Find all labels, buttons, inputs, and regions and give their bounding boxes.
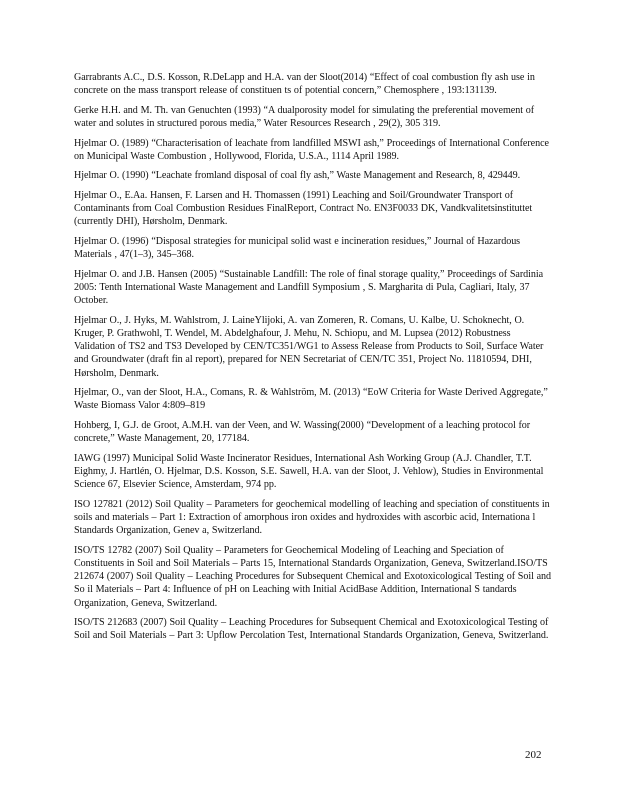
reference-entry: Hjelmar O. (1990) “Leachate fromland disposal of coal fly ash,” Waste Management and Research, 8, 429449. bbox=[74, 170, 521, 182]
reference-entry: Hjelmar, O., van der Sloot, H.A., Comans, R. & Wahlström, M. (2013) “EoW Criteria for Waste Derived Aggregate,” Waste Biomass Valor 4:809–819 bbox=[74, 387, 548, 412]
reference-entry: Hjelmar O., J. Hyks, M. Wahlstrom, J. LaineYlijoki, A. van Zomeren, R. Comans, U. Kalbe, U. Schoknecht, O. Kruger, P. Grathwohl, T. Wendel, M. Abdelghafour, J. Mehu, N. Schiopu, and M. Lupsea (2012) Robustness Validation of TS2 and TS3 Developed by CEN/TC351/WG1 to Assess Release from Products to Soil, Surface Water and Groundwater (draft fin al report), prepared for NEN Secretariat of CEN/TC 351, Project No. 11810594, DHI, Hørsholm, Denmark. bbox=[74, 314, 544, 379]
reference-entry: Hjelmar O., E.Aa. Hansen, F. Larsen and H. Thomassen (1991) Leaching and Soil/Groundwater Transport of Contaminants from Coal Combustion Residues FinalReport, Contract No. EN3F0033 DK, Vandkvalitetsinstituttet (currently DHI), Hørsholm, Denmark. bbox=[74, 189, 533, 228]
reference-entry: Garrabrants A.C., D.S. Kosson, R.DeLapp and H.A. van der Sloot(2014) “Effect of coal combustion fly ash use in concrete on the mass transport release of constituen ts of potential concern,” Chemosphere , 193:131139. bbox=[74, 72, 535, 97]
page-number: 202 bbox=[525, 749, 542, 761]
reference-entry: Hjelmar O. (1996) “Disposal strategies for municipal solid wast e incineration residues,” Journal of Hazardous Materials , 47(1–3), 345–368. bbox=[74, 235, 521, 261]
reference-list bbox=[74, 71, 554, 649]
reference-entry: ISO 127821 (2012) Soil Quality – Parameters for geochemical modelling of leaching and speciation of constituents in soils and materials – Part 1: Extraction of amorphous iron oxides and hydroxides with ascorbic acid, Internationa l Standards Organization, Genev a, Switzerland. bbox=[74, 498, 550, 537]
reference-entry: IAWG (1997) Municipal Solid Waste Incinerator Residues, International Ash Working Group (A.J. Chandler, T.T. Eighmy, J. Hartlén, O. Hjelmar, D.S. Kosson, S.E. Sawell, H.A. van der Sloot, J. Vehlow), Studies in Environmental Science 67, Elsevier Science, Amsterdam, 974 pp. bbox=[74, 452, 544, 491]
reference-entry: Hohberg, I, G.J. de Groot, A.M.H. van der Veen, and W. Wassing(2000) “Development of a leaching protocol for concrete,” Waste Management, 20, 177184. bbox=[74, 419, 531, 445]
reference-entry: Hjelmar O. (1989) “Characterisation of leachate from landfilled MSWI ash,” Proceedings of International Conference on Municipal Waste Combustion , Hollywood, Florida, U.S.A., 1114 April 1989. bbox=[74, 137, 549, 162]
reference-entry: Gerke H.H. and M. Th. van Genuchten (1993) “A dualporosity model for simulating the preferential movement of water and solutes in structured porous media,” Water Resources Research , 29(2), 305 319. bbox=[74, 104, 535, 129]
reference-entry: ISO/TS 212683 (2007) Soil Quality – Leaching Procedures for Subsequent Chemical and Exotoxicological Testing of Soil and Soil Materials – Part 3: Upflow Percolation Test, International Standards Organization, Geneva, Switzerland. bbox=[74, 617, 549, 642]
reference-entry: Hjelmar O. and J.B. Hansen (2005) “Sustainable Landfill: The role of final storage quality,” Proceedings of Sardinia 2005: Tenth International Waste Management and Landfill Symposium , S. Margharita di Pula, Cagliari, Italy, 37 October. bbox=[74, 268, 544, 307]
reference-entry: ISO/TS 12782 (2007) Soil Quality – Parameters for Geochemical Modeling of Leaching and Speciation of Constituents in Soil and Soil Materials – Parts 15, International Standards Organization, Geneva, Switzerland.ISO/TS 212674 (2007) Soil Quality – Leaching Procedures for Subsequent Chemical and Exotoxicological Testing of Soil and So il Materials – Part 4: Influence of pH on Leaching with Initial AcidBase Addition, International S tandards Organization, Geneva, Switzerland. bbox=[74, 544, 552, 609]
